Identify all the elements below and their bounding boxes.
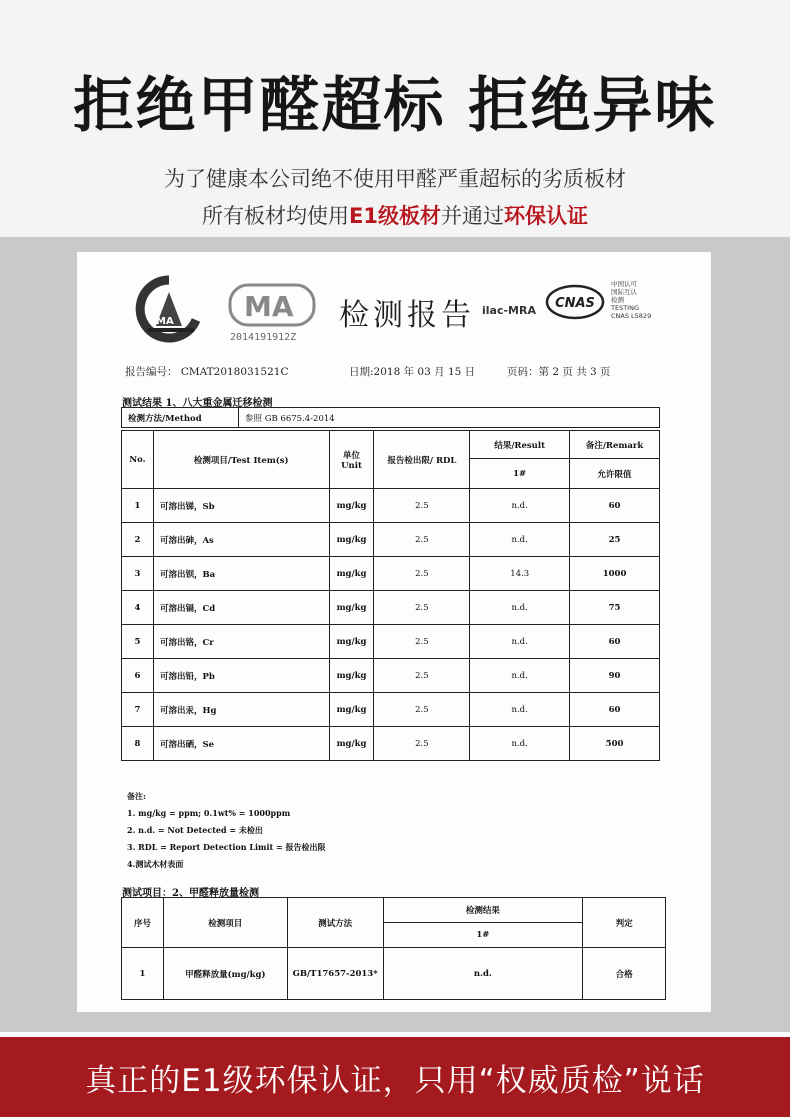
t2-seq: 1 [122, 948, 164, 1000]
table-row [122, 625, 660, 659]
row-limit: 1000 [570, 557, 660, 591]
row-unit: mg/kg [329, 591, 374, 625]
row-rdl: 2.5 [374, 727, 470, 761]
row-no: 2 [122, 523, 154, 557]
subtitle-text-c: 并通过 [440, 204, 504, 228]
row-rdl: 2.5 [374, 523, 470, 557]
subtitle-text-a: 所有板材均使用 [202, 204, 350, 228]
note-1: 1. mg/kg = ppm; 0.1wt% = 1000ppm [127, 808, 291, 818]
note-3: 3. RDL = Report Detection Limit = 报告检出限 [127, 842, 326, 852]
subtitle-line-2 [0, 200, 790, 230]
highlight-e1: E1级板材 [349, 204, 441, 228]
table-row [122, 489, 660, 523]
row-result: 14.3 [470, 557, 570, 591]
header-no: No. [122, 431, 154, 489]
t2-method: GB/T17657-2013* [287, 948, 383, 1000]
header-unit-cn: 单位 [343, 450, 361, 461]
t2-header-result: 检测结果 [383, 898, 583, 923]
row-limit: 90 [570, 659, 660, 693]
report-page: 页码：第 2 页 共 3 页 [507, 366, 611, 378]
row-rdl: 2.5 [374, 625, 470, 659]
section-2-title: 测试项目：2、甲醛释放量检测 [122, 888, 259, 899]
svg-text:MA: MA [244, 290, 294, 323]
t2-result: n.d. [383, 948, 583, 1000]
table-row [122, 948, 666, 1000]
row-unit: mg/kg [329, 489, 374, 523]
row-result: n.d. [470, 693, 570, 727]
ilac-mark: ilac-MRA [482, 304, 536, 317]
header-remark-sub: 允许限值 [570, 459, 660, 489]
row-unit: mg/kg [329, 523, 374, 557]
report-notes [127, 788, 325, 873]
t2-header-judge: 判定 [583, 898, 666, 948]
row-no: 5 [122, 625, 154, 659]
row-rdl: 2.5 [374, 557, 470, 591]
row-item: 可溶出砷，As [153, 523, 329, 557]
row-item: 可溶出铅，Pb [153, 659, 329, 693]
t2-header-item: 检测项目 [163, 898, 287, 948]
row-no: 7 [122, 693, 154, 727]
note-2: 2. n.d. = Not Detected = 未检出 [127, 825, 263, 835]
header-unit-en: Unit [341, 460, 362, 471]
row-item: 可溶出钡，Ba [153, 557, 329, 591]
row-result: n.d. [470, 659, 570, 693]
cnas-caption-5: CNAS L5829 [611, 312, 652, 320]
row-no: 6 [122, 659, 154, 693]
ma-certification-icon [227, 282, 317, 328]
t2-judge: 合格 [583, 948, 666, 1000]
t2-header-result-sub: 1# [383, 923, 583, 948]
header-item: 检测项目/Test Item(s) [153, 431, 329, 489]
row-no: 3 [122, 557, 154, 591]
report-date: 日期:2018 年 03 月 15 日 [349, 366, 476, 378]
row-rdl: 2.5 [374, 693, 470, 727]
footer-slogan: 真正的E1级环保认证，只用“权威质检”说话 [85, 1063, 705, 1099]
table-row [122, 659, 660, 693]
report-number: 报告编号： CMAT2018031521C [125, 366, 289, 378]
cnas-caption-1: 中国认可 [611, 280, 637, 288]
row-unit: mg/kg [329, 727, 374, 761]
header-unit [329, 431, 374, 489]
row-unit: mg/kg [329, 659, 374, 693]
row-limit: 25 [570, 523, 660, 557]
row-result: n.d. [470, 523, 570, 557]
row-no: 1 [122, 489, 154, 523]
row-limit: 60 [570, 489, 660, 523]
row-item: 可溶出镉，Cd [153, 591, 329, 625]
subtitle-line-1: 为了健康本公司绝不使用甲醛严重超标的劣质板材 [164, 167, 626, 191]
row-limit: 60 [570, 625, 660, 659]
row-unit: mg/kg [329, 693, 374, 727]
row-item: 可溶出铬，Cr [153, 625, 329, 659]
row-result: n.d. [470, 489, 570, 523]
cnas-caption-2: 国际互认 [611, 288, 637, 296]
row-unit: mg/kg [329, 625, 374, 659]
table-row [122, 557, 660, 591]
table-row [122, 591, 660, 625]
method-label: 检测方法/Method [122, 408, 239, 428]
row-no: 8 [122, 727, 154, 761]
table-row [122, 693, 660, 727]
header-rdl: 报告检出限/ RDL [374, 431, 470, 489]
table-row [122, 523, 660, 557]
table-row [122, 727, 660, 761]
row-unit: mg/kg [329, 557, 374, 591]
row-item: 可溶出汞，Hg [153, 693, 329, 727]
row-limit: 500 [570, 727, 660, 761]
cnas-caption [611, 280, 671, 320]
t2-header-seq: 序号 [122, 898, 164, 948]
row-rdl: 2.5 [374, 659, 470, 693]
row-result: n.d. [470, 625, 570, 659]
row-limit: 75 [570, 591, 660, 625]
formaldehyde-table [121, 897, 666, 1000]
cnas-caption-3: 检测 [611, 296, 624, 304]
top-banner [0, 0, 790, 237]
cnas-logo-text: CNAS [555, 296, 595, 311]
row-limit: 60 [570, 693, 660, 727]
ma-number: 2014191912Z [230, 332, 297, 343]
headline: 拒绝甲醛超标 拒绝异味 [73, 71, 717, 141]
row-item: 可溶出硒，Se [153, 727, 329, 761]
report-title: 检测报告 [339, 298, 475, 333]
row-item: 可溶出锑，Sb [153, 489, 329, 523]
svg-text:MA: MA [156, 316, 174, 327]
row-no: 4 [122, 591, 154, 625]
cma-logo-icon [134, 274, 204, 344]
row-result: n.d. [470, 727, 570, 761]
header-remark: 备注/Remark [570, 431, 660, 459]
t2-item: 甲醛释放量(mg/kg) [163, 948, 287, 1000]
row-result: n.d. [470, 591, 570, 625]
header-result-sub: 1# [470, 459, 570, 489]
method-table [121, 407, 660, 428]
t2-header-method: 测试方法 [287, 898, 383, 948]
header-result: 结果/Result [470, 431, 570, 459]
method-value: 参照 GB 6675.4-2014 [239, 408, 660, 428]
row-rdl: 2.5 [374, 591, 470, 625]
cnas-logo-icon [545, 284, 605, 320]
note-heading: 备注: [127, 791, 146, 801]
section-1-title: 测试结果 1、八大重金属迁移检测 [122, 398, 273, 409]
heavy-metal-table [121, 430, 660, 761]
cnas-caption-4: TESTING [611, 304, 639, 312]
note-4: 4.测试木材表面 [127, 859, 184, 869]
test-report-document [77, 252, 711, 1012]
highlight-certification: 环保认证 [503, 204, 588, 228]
row-rdl: 2.5 [374, 489, 470, 523]
